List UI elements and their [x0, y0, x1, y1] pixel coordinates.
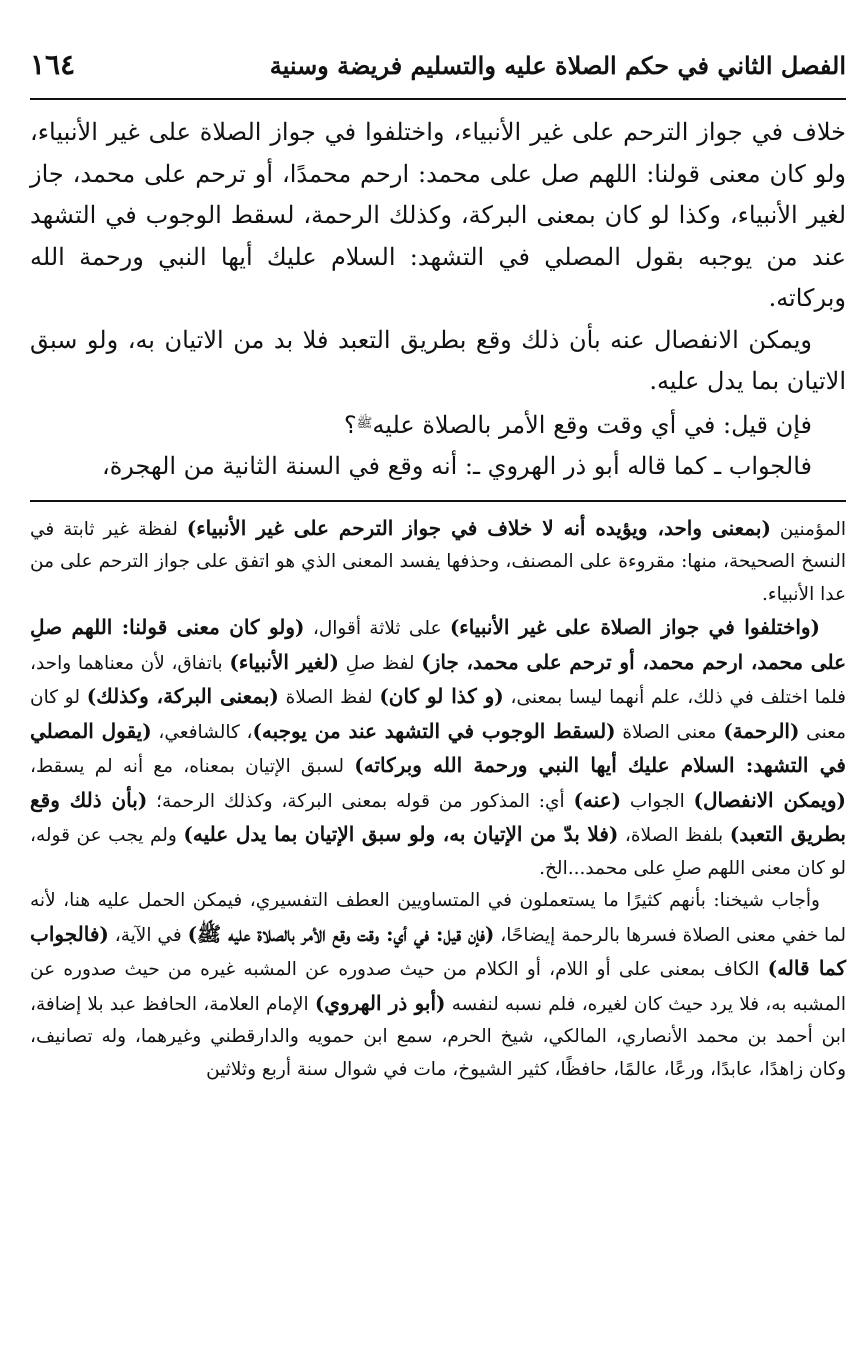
page-number: ١٦٤: [30, 48, 76, 81]
question-mark: ؟: [343, 410, 357, 439]
commentary-text: في الآية،: [108, 924, 188, 946]
commentary-text: معنى الصلاة: [615, 721, 724, 743]
bold-quoted-phrase: (ولو كان معنى قولنا: اللهم صلِ على محمد، ارحم محمد، أو ترحم على محمد، جاز): [30, 615, 847, 674]
commentary-text: لسبق الإتيان بمعناه، مع أنه لم يسقط،: [30, 756, 355, 777]
bold-quoted-phrase: (بأن ذلك وقع بطريق التعبد): [30, 787, 846, 846]
commentary-text: الإمام العلامة، الحافظ عبد بلا إضافة، ابن أحمد بن محمد الأنصاري، المالكي، شيخ الحرم، سمع ابن حمويه والدارقطني وغيرهما، وله تصانيف، وكان زاهدًا، عابدًا، ورعًا، عالمًا، حافظًا، كثير الشيوخ، مات في شوال سنة أربع وثلاثين: [30, 993, 846, 1080]
main-paragraph-2: ويمكن الانفصال عنه بأن ذلك وقع بطريق التعبد فلا بد من الاتيان به، ولو سبق الاتيان بما يدل عليه.: [30, 325, 846, 395]
bold-quoted-phrase: (واختلفوا في جواز الصلاة على غير الأنبياء): [449, 615, 820, 639]
bold-quoted-phrase: (يقول المصلي في التشهد: السلام عليك أيها النبي ورحمة الله وبركاته): [30, 718, 846, 777]
footnote-divider: [30, 500, 846, 502]
commentary-text: الكاف بمعنى على أو اللام، أو الكلام من حيث صدوره عن المشبه غيره من حيث صدوره عن المشبه به، فلا يرد حيث كان لغيره، فلم نسبه لنفسه: [30, 959, 847, 1015]
commentary-paragraph-1: [30, 512, 846, 612]
commentary-text: لو كان معنى: [30, 687, 847, 743]
commentary-text: لفظ الصلاة: [278, 687, 380, 708]
commentary-text: لفظ صلِ: [338, 652, 422, 674]
commentary-text: باتفاق، لأن معناهما واحد، فلما اختلف في ذلك، علم أنهما ليسا بمعنى،: [30, 652, 846, 708]
running-title: الفصل الثاني في حكم الصلاة عليه والتسليم فريضة وسنية: [269, 51, 846, 80]
honorific-ligature: ﷺ: [356, 415, 373, 431]
bold-quoted-phrase: (بمعنى واحد، ويؤيده أنه لا خلاف في جواز الترحم على غير الأنبياء): [186, 515, 771, 540]
commentary-text: ، كالشافعي،: [151, 721, 253, 743]
commentary-text: أي: المذكور من قوله بمعنى البركة، وكذلك الرحمة؛: [147, 790, 574, 812]
page-header: [30, 42, 846, 100]
main-text: [30, 112, 846, 488]
bold-quoted-phrase: (ويمكن الانفصال): [693, 787, 846, 812]
commentary-paragraph-2: [30, 611, 846, 885]
bold-quoted-phrase: (لغير الأنبياء): [229, 649, 339, 674]
bold-quoted-phrase: (أبو ذر الهروي): [314, 990, 446, 1015]
commentary-text: لفظة غير ثابتة في النسخ الصحيحة، منها: مقروءة على المصنف، وحذفها يفسد المعنى الذي هو اتفق على جواز الترحم على من عدا الأنبياء.: [30, 518, 846, 605]
bold-quoted-phrase: (لسقط الوجوب في التشهد عند من يوجبه): [252, 718, 616, 743]
commentary-text: المؤمنين: [770, 518, 846, 540]
commentary: [30, 512, 846, 1087]
commentary-text: وأجاب شيخنا: بأنهم كثيرًا ما يستعملون في المتساويين العطف التفسيري، فيمكن الحمل عليه هنا، لأنه لما خفي معنى الصلاة فسرها بالرحمة إيضاحًا،: [30, 890, 846, 946]
commentary-text: ولم يجب عن قوله، لو كان معنى اللهم صلِ على محمد...الخ.: [30, 825, 846, 879]
bold-quoted-phrase: (بمعنى البركة، وكذلك): [86, 684, 279, 708]
main-paragraph-1: خلاف في جواز الترحم على غير الأنبياء، واختلفوا في جواز الصلاة على غير الأنبياء، ولو كان معنى قولنا: اللهم صل على محمد: ارحم محمدًا، أو ترحم على محمد، جاز لغير الأنبياء، وكذا لو كان بمعنى البركة، وكذلك الرحمة، لسقط الوجوب في التشهد عند من يوجبه بقول المصلي في التشهد: السلام عليك أيها النبي ورحمة الله وبركاته.: [30, 118, 846, 312]
bold-quoted-phrase: (عنه): [573, 787, 622, 812]
bold-quoted-phrase: (فالجواب كما قاله): [30, 921, 847, 980]
main-paragraph-3-text: فإن قيل: في أي وقت وقع الأمر بالصلاة عليه: [372, 410, 812, 439]
main-paragraph-4: فالجواب ـ كما قاله أبو ذر الهروي ـ: أنه وقع في السنة الثانية من الهجرة،: [101, 452, 812, 480]
commentary-paragraph-3: [30, 885, 846, 1086]
bold-quoted-phrase: (الرحمة): [723, 718, 800, 743]
bold-quoted-phrase: (و كذا لو كان): [379, 684, 504, 708]
bold-quoted-phrase: (فإن قيل: في أي: وقت وقع الأمر بالصلاة عليه ﷺ): [187, 921, 495, 946]
commentary-text: بلفظ الصلاة،: [618, 825, 730, 846]
main-paragraph-3: [30, 403, 846, 447]
commentary-text: الجواب: [621, 790, 694, 812]
commentary-text: على ثلاثة أقوال،: [304, 618, 450, 639]
bold-quoted-phrase: (فلا بدّ من الإتيان به، ولو سبق الإتيان بما يدل عليه): [183, 822, 619, 846]
